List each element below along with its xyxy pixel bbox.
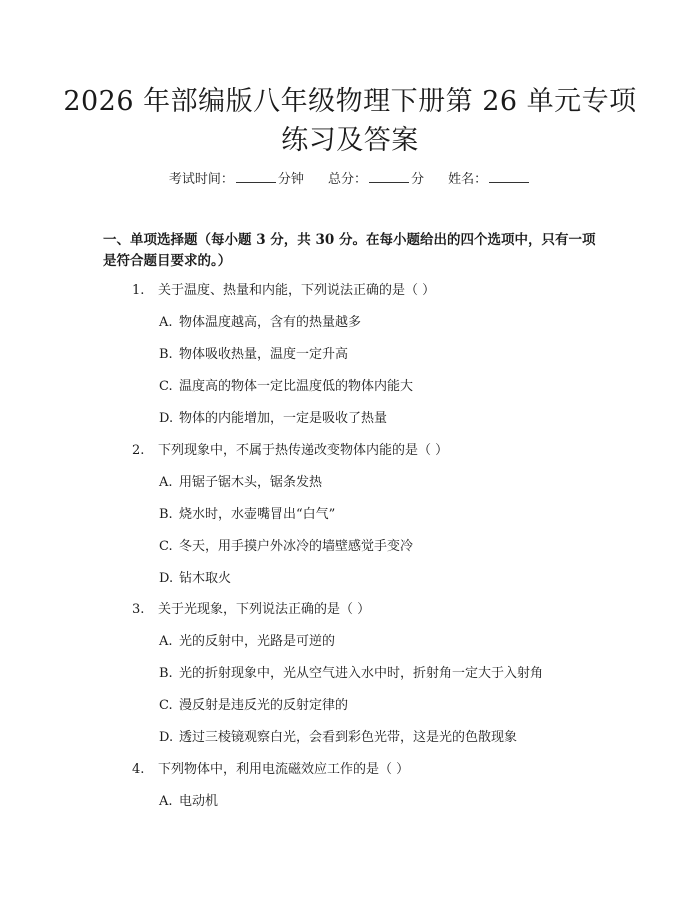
option-text: 光的反射中，光路是可逆的 xyxy=(179,634,336,649)
option-1c[interactable] xyxy=(159,378,413,396)
option-text: 用锯子锯木头，锯条发热 xyxy=(179,475,323,490)
question-text: 下列物体中，利用电流磁效应工作的是（ ） xyxy=(158,762,410,777)
option-4a[interactable] xyxy=(159,793,218,811)
total-score-blank[interactable] xyxy=(369,170,409,183)
option-2a[interactable] xyxy=(159,474,322,492)
total-score-unit: 分 xyxy=(411,172,425,187)
option-1d[interactable] xyxy=(159,410,387,428)
option-letter: A. xyxy=(159,315,173,330)
option-letter: B. xyxy=(159,666,173,681)
option-2c[interactable] xyxy=(159,538,413,556)
exam-time-label: 考试时间： xyxy=(168,172,234,187)
option-letter: B. xyxy=(159,507,173,522)
option-2d[interactable] xyxy=(159,570,231,588)
question-1 xyxy=(132,282,435,300)
option-text: 冬天，用手摸户外冰冷的墙壁感觉手变冷 xyxy=(179,539,414,554)
student-name-field xyxy=(448,172,531,187)
option-text: 温度高的物体一定比温度低的物体内能大 xyxy=(179,379,414,394)
option-3c[interactable] xyxy=(159,697,348,715)
option-text: 物体温度越高，含有的热量越多 xyxy=(179,315,362,330)
option-letter: A. xyxy=(159,634,173,649)
option-3a[interactable] xyxy=(159,633,335,651)
option-letter: C. xyxy=(159,379,173,394)
question-number: 4. xyxy=(132,762,145,777)
option-text: 钻木取火 xyxy=(179,571,232,586)
option-letter: A. xyxy=(159,475,173,490)
option-letter: D. xyxy=(159,571,174,586)
option-text: 烧水时，水壶嘴冒出“白气” xyxy=(179,507,336,522)
exam-time-field xyxy=(169,172,308,187)
option-2b[interactable] xyxy=(159,506,335,524)
total-score-label: 总分： xyxy=(327,172,367,187)
question-4 xyxy=(132,761,409,779)
question-text: 关于温度、热量和内能，下列说法正确的是（ ） xyxy=(158,283,436,298)
option-text: 物体的内能增加，一定是吸收了热量 xyxy=(179,411,388,426)
question-text: 下列现象中，不属于热传递改变物体内能的是（ ） xyxy=(158,443,449,458)
total-score-field xyxy=(328,172,428,187)
question-number: 2. xyxy=(132,443,145,458)
question-number: 3. xyxy=(132,602,145,617)
option-1a[interactable] xyxy=(159,314,361,332)
question-3 xyxy=(132,601,370,619)
option-letter: B. xyxy=(159,347,173,362)
exam-time-blank[interactable] xyxy=(236,170,276,183)
student-name-label: 姓名： xyxy=(448,172,488,187)
question-2 xyxy=(132,442,448,460)
option-1b[interactable] xyxy=(159,346,348,364)
student-name-blank[interactable] xyxy=(489,170,529,183)
option-3b[interactable] xyxy=(159,665,543,683)
option-letter: D. xyxy=(159,411,174,426)
exam-time-unit: 分钟 xyxy=(277,172,304,187)
option-text: 物体吸收热量，温度一定升高 xyxy=(179,347,349,362)
option-text: 漫反射是违反光的反射定律的 xyxy=(179,698,349,713)
question-number: 1. xyxy=(132,283,145,298)
document-title: 2026 年部编版八年级物理下册第 26 单元专项练习及答案 xyxy=(63,86,637,156)
option-3d[interactable] xyxy=(159,729,517,747)
option-letter: D. xyxy=(159,730,174,745)
option-letter: C. xyxy=(159,698,173,713)
section-heading: 一、单项选择题（每小题 3 分，共 30 分。在每小题给出的四个选项中，只有一项是符合题目要求的。） xyxy=(103,232,596,269)
option-letter: A. xyxy=(159,794,173,809)
option-text: 光的折射现象中，光从空气进入水中时，折射角一定大于入射角 xyxy=(179,666,544,681)
exam-info-line xyxy=(0,170,700,189)
question-text: 关于光现象，下列说法正确的是（ ） xyxy=(158,602,371,617)
option-text: 透过三棱镜观察白光，会看到彩色光带，这是光的色散现象 xyxy=(179,730,518,745)
option-text: 电动机 xyxy=(179,794,219,809)
option-letter: C. xyxy=(159,539,173,554)
